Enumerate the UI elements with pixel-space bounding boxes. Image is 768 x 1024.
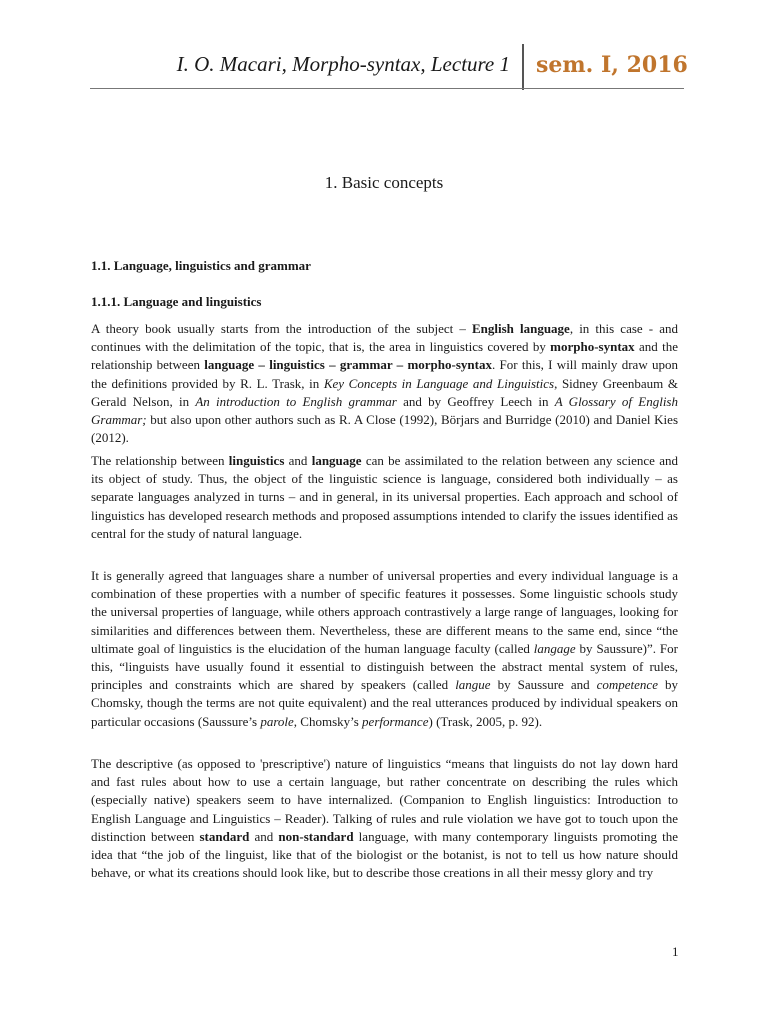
section-heading-1-1: 1.1. Language, linguistics and grammar (91, 258, 311, 273)
header-semester: sem. I, 2016 (536, 52, 688, 78)
header-divider-vertical (522, 44, 524, 90)
paragraph-1: A theory book usually starts from the introduction of the subject – English language, in this case - and continues with the delimitation of the topic, that is, the area in linguistics covered by morpho-syntax and the relationship between language – linguistics – grammar – morpho-syntax. For this, I will mainly draw upon the definitions provided by R. L. Trask, in Key Concepts in Language and Linguistics, Sidney Greenbaum & Gerald Nelson, in An introduction to English grammar and by Geoffrey Leech in A Glossary of English Grammar; but also upon other authors such as R. A Close (1992), Börjars and Burridge (2010) and Daniel Kies (2012). (91, 321, 678, 446)
section-heading-1-1-1: 1.1.1. Language and linguistics (91, 294, 262, 309)
header-rule (90, 88, 684, 89)
page-number: 1 (672, 944, 679, 959)
paragraph-3: It is generally agreed that languages share a number of universal properties and every individual language is a combination of these properties with a number of specific features it possesses. Some linguistic schools study the universal properties of language, while others approach contrastively a large range of languages, looking for similarities and differences between them. Nevertheless, these are different means to the same end, since “the ultimate goal of linguistics is the elucidation of the human language faculty (called langage by Saussure)”. For this, “linguists have usually found it essential to distinguish between the abstract mental system of rules, principles and constraints which are shared by speakers (called langue by Saussure and competence by Chomsky, though the terms are not quite equivalent) and the real utterances produced by individual speakers on particular occasions (Saussure’s parole, Chomsky’s performance) (Trask, 2005, p. 92). (91, 568, 678, 729)
page-header (90, 44, 688, 90)
header-title: I. O. Macari, Morpho-syntax, Lecture 1 (176, 52, 510, 76)
chapter-heading: 1. Basic concepts (324, 173, 444, 192)
paragraph-2: The relationship between linguistics and language can be assimilated to the relation between any science and its object of study. Thus, the object of the linguistic science is language, considered both individually – as separate languages analyzed in turns – and in general, in its universal properties. Each approach and school of linguistics has developed research methods and proposed assumptions intended to clarify the issues identified as central for the study of natural language. (91, 453, 678, 541)
paragraph-4: The descriptive (as opposed to 'prescriptive') nature of linguistics “means that linguists do not lay down hard and fast rules about how to use a certain language, but rather concentrate on describing the rules which (especially native) speakers seem to have internalized. (Companion to English linguistics: Introduction to English Language and Linguistics – Reader). Talking of rules and rule violation we have got to touch upon the distinction between standard and non-standard language, with many contemporary linguists promoting the idea that “the job of the linguist, like that of the biologist or the botanist, is not to tell us how nature should behave, or what its creations should look like, but to describe those creations in all their messy glory and try (91, 756, 678, 881)
